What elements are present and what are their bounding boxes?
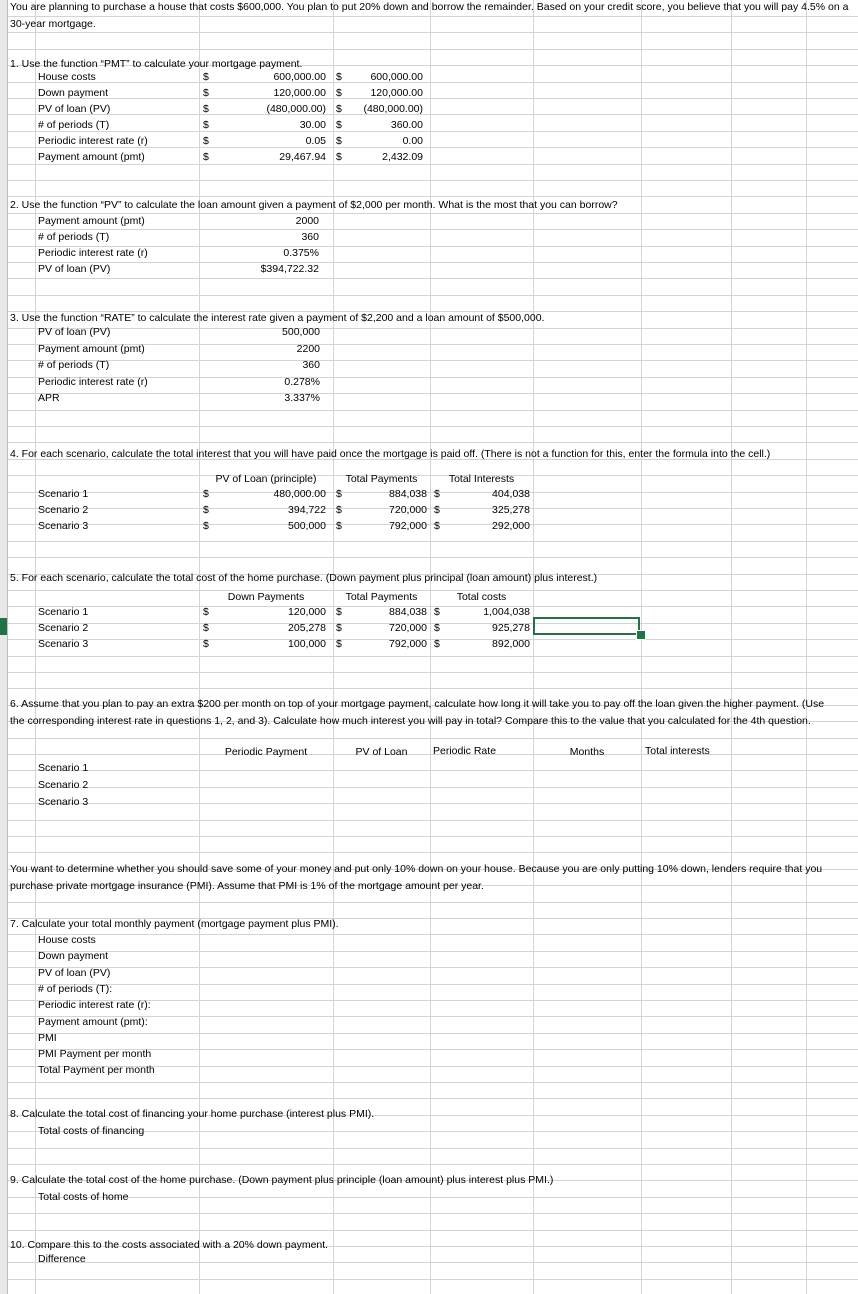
q1-dollar-2: $ — [336, 151, 342, 163]
q5-heading: 5. For each scenario, calculate the total cost of the home purchase. (Down payment plus principal (loan amount) plus interest.) — [10, 572, 598, 584]
grid-row-line — [0, 16, 858, 17]
grid-row-line — [0, 1213, 858, 1214]
q3-row-label: PV of loan (PV) — [38, 326, 111, 338]
q2-row-label: PV of loan (PV) — [38, 263, 111, 275]
q4-value-3: 325,278 — [492, 504, 530, 516]
q1-value-1: 30.00 — [299, 119, 326, 131]
selected-row-header[interactable] — [0, 618, 7, 635]
q6-header-total-interests: Total interests — [645, 745, 710, 757]
q6-header-periodic-rate: Periodic Rate — [433, 745, 497, 757]
q5-dollar-1: $ — [203, 606, 209, 618]
grid-row-line — [0, 196, 858, 197]
q3-row-label: APR — [38, 392, 60, 404]
pmi-line-2: purchase private mortgage insurance (PMI). Assume that PMI is 1% of the mortgage amount per year. — [10, 880, 484, 892]
q5-dollar-2: $ — [336, 606, 342, 618]
grid-row-line — [0, 1197, 858, 1198]
q4-header-principle: PV of Loan (principle) — [215, 473, 317, 485]
q1-row-label: PV of loan (PV) — [38, 103, 111, 115]
q5-value-2: 884,038 — [389, 606, 427, 618]
q3-row-label: # of periods (T) — [38, 359, 110, 371]
grid-row-line — [0, 934, 858, 935]
grid-col-line — [199, 0, 200, 1294]
grid-row-line — [0, 492, 858, 493]
grid-row-line — [0, 1230, 858, 1231]
q6-scenario-3: Scenario 3 — [38, 796, 89, 808]
grid-col-line — [35, 0, 36, 1294]
selected-cell[interactable] — [533, 617, 640, 635]
q3-heading: 3. Use the function “RATE” to calculate the interest rate given a payment of $2,200 and a loan amount of $500,000. — [10, 312, 545, 324]
q1-value-1: 0.05 — [305, 135, 326, 147]
q6-header-periodic-payment: Periodic Payment — [224, 746, 308, 758]
grid-row-line — [0, 951, 858, 952]
q1-dollar-2: $ — [336, 135, 342, 147]
grid-col-line — [333, 0, 334, 1294]
q4-dollar-3: $ — [434, 488, 440, 500]
q7-row-label: Down payment — [38, 950, 109, 963]
q1-value-2: 2,432.09 — [382, 151, 423, 163]
q5-dollar-3: $ — [434, 622, 440, 634]
q5-dollar-2: $ — [336, 622, 342, 634]
q2-row-value: 0.375% — [283, 247, 319, 259]
q5-row-label: Scenario 1 — [38, 606, 89, 618]
grid-row-line — [0, 360, 858, 361]
q4-row-label: Scenario 2 — [38, 504, 89, 516]
q4-header-total-payments: Total Payments — [345, 473, 418, 485]
grid-row-line — [0, 426, 858, 427]
q4-dollar-1: $ — [203, 488, 209, 500]
q6-scenario-2: Scenario 2 — [38, 779, 89, 791]
grid-row-line — [0, 1098, 858, 1099]
q4-row-label: Scenario 1 — [38, 488, 89, 500]
grid-row-line — [0, 623, 858, 624]
q7-heading: 7. Calculate your total monthly payment (mortgage payment plus PMI). — [10, 918, 339, 930]
q2-row-label: Periodic interest rate (r) — [38, 247, 148, 259]
grid-row-line — [0, 180, 858, 181]
q2-heading: 2. Use the function “PV” to calculate the loan amount given a payment of $2,000 per month. What is the most that you can borrow? — [10, 199, 618, 211]
grid-row-line — [0, 393, 858, 394]
q8-heading: 8. Calculate the total cost of financing your home purchase (interest plus PMI). — [10, 1108, 375, 1120]
grid-row-line — [0, 295, 858, 296]
row-header-strip[interactable] — [0, 0, 8, 1294]
q1-value-2: 120,000.00 — [370, 87, 423, 99]
q6-line-2: the corresponding interest rate in questions 1, 2, and 3). Calculate how much interest you will pay in total? Compare this to the value that you calculated for the 4th question. — [10, 715, 811, 727]
q1-value-2: (480,000.00) — [363, 103, 423, 115]
q5-header-down-payments: Down Payments — [227, 591, 305, 603]
grid-row-line — [0, 262, 858, 263]
q1-dollar-1: $ — [203, 71, 209, 83]
grid-col-line — [533, 0, 534, 1294]
q4-heading: 4. For each scenario, calculate the total interest that you will have paid once the mortgage is paid off. (There is not a function for this, enter the formula into the cell.) — [10, 448, 771, 460]
q3-row-value: 500,000 — [282, 326, 320, 338]
q1-row-label: Down payment — [38, 87, 109, 99]
grid-row-line — [0, 557, 858, 558]
q5-row-label: Scenario 2 — [38, 622, 89, 634]
q1-dollar-2: $ — [336, 71, 342, 83]
q1-row-label: # of periods (T) — [38, 119, 110, 131]
q3-row-value: 360 — [302, 359, 320, 371]
q5-value-3: 892,000 — [492, 638, 530, 650]
q5-row-label: Scenario 3 — [38, 638, 89, 650]
grid-row-line — [0, 1279, 858, 1280]
q2-row-value: 360 — [301, 231, 319, 243]
grid-row-line — [0, 278, 858, 279]
q4-header-total-interests: Total Interests — [448, 473, 515, 485]
q7-row-label: PMI — [38, 1031, 57, 1044]
q6-line-1: 6. Assume that you plan to pay an extra $200 per month on top of your mortgage payment, calculate how long it will take you to pay off the loan given the higher payment. (Use — [10, 698, 825, 710]
grid-row-line — [0, 1262, 858, 1263]
q1-heading: 1. Use the function “PMT” to calculate your mortgage payment. — [10, 58, 303, 70]
grid-row-line — [0, 541, 858, 542]
q4-value-3: 404,038 — [492, 488, 530, 500]
q5-dollar-1: $ — [203, 638, 209, 650]
q1-value-1: 29,467.94 — [279, 151, 326, 163]
q1-dollar-1: $ — [203, 119, 209, 131]
q9-row: Total costs of home — [38, 1191, 129, 1203]
grid-row-line — [0, 1082, 858, 1083]
grid-row-line — [0, 229, 858, 230]
grid-row-line — [0, 688, 858, 689]
pmi-line-1: You want to determine whether you should save some of your money and put only 10% down on your house. Because you are only putting 10% down, lenders require that you — [10, 863, 823, 875]
q1-dollar-1: $ — [203, 135, 209, 147]
q4-value-2: 792,000 — [389, 520, 427, 532]
grid-row-line — [0, 852, 858, 853]
q4-value-2: 720,000 — [389, 504, 427, 516]
q4-row-label: Scenario 3 — [38, 520, 89, 532]
q1-value-2: 360.00 — [390, 119, 423, 131]
q10-heading: 10. Compare this to the costs associated with a 20% down payment. — [10, 1239, 329, 1251]
q3-row-label: Payment amount (pmt) — [38, 342, 145, 355]
q1-dollar-1: $ — [203, 87, 209, 99]
q1-row-label: Payment amount (pmt) — [38, 151, 145, 163]
q1-dollar-2: $ — [336, 119, 342, 131]
grid-row-line — [0, 164, 858, 165]
grid-row-line — [0, 98, 858, 99]
grid-row-line — [0, 114, 858, 115]
grid-row-line — [0, 82, 858, 83]
q2-row-value: $394,722.32 — [260, 263, 319, 275]
q3-row-value: 3.337% — [284, 392, 320, 404]
q4-dollar-3: $ — [434, 520, 440, 532]
q4-dollar-1: $ — [203, 504, 209, 516]
q7-row-label: PV of loan (PV) — [38, 966, 111, 979]
q1-row-label: Periodic interest rate (r) — [38, 135, 148, 147]
q5-value-3: 1,004,038 — [483, 606, 530, 618]
q5-value-1: 205,278 — [288, 622, 326, 634]
grid-row-line — [0, 524, 858, 525]
q4-dollar-2: $ — [336, 520, 342, 532]
intro-line-1: You are planning to purchase a house that costs $600,000. You plan to put 20% down and borrow the remainder. Based on your credit score, you believe that you will pay 4.5% on a — [10, 1, 849, 13]
q7-row-label: PMI Payment per month — [38, 1048, 152, 1061]
q2-row-label: Payment amount (pmt) — [38, 215, 145, 227]
q5-value-1: 100,000 — [288, 638, 326, 650]
q5-value-2: 720,000 — [389, 622, 427, 634]
q4-value-1: 480,000.00 — [273, 488, 326, 500]
q5-header-total-payments: Total Payments — [345, 591, 418, 603]
q4-dollar-1: $ — [203, 520, 209, 532]
grid-row-line — [0, 656, 858, 657]
grid-row-line — [0, 49, 858, 50]
grid-row-line — [0, 738, 858, 739]
q3-row-label: Periodic interest rate (r) — [38, 375, 148, 388]
q5-header-total-costs: Total costs — [456, 591, 507, 603]
grid-row-line — [0, 836, 858, 837]
q1-value-1: 600,000.00 — [273, 71, 326, 83]
grid-row-line — [0, 1148, 858, 1149]
q6-scenario-1: Scenario 1 — [38, 762, 89, 774]
q4-dollar-2: $ — [336, 488, 342, 500]
grid-row-line — [0, 639, 858, 640]
q5-value-3: 925,278 — [492, 622, 530, 634]
grid-col-line — [641, 0, 642, 1294]
q6-header-months: Months — [569, 746, 605, 758]
q7-row-label: Payment amount (pmt): — [38, 1015, 148, 1028]
grid-row-line — [0, 672, 858, 673]
q1-value-1: 120,000.00 — [273, 87, 326, 99]
q6-header-pv-of-loan: PV of Loan — [355, 746, 408, 758]
grid-row-line — [0, 131, 858, 132]
grid-row-line — [0, 787, 858, 788]
q9-heading: 9. Calculate the total cost of the home purchase. (Down payment plus principle (loan amount) plus interest plus PMI.) — [10, 1174, 554, 1186]
q2-row-label: # of periods (T) — [38, 231, 110, 243]
grid-row-line — [0, 820, 858, 821]
grid-col-line — [731, 0, 732, 1294]
q1-dollar-1: $ — [203, 103, 209, 115]
q7-row-label: Total Payment per month — [38, 1064, 155, 1077]
q5-dollar-1: $ — [203, 622, 209, 634]
q4-value-3: 292,000 — [492, 520, 530, 532]
q8-row: Total costs of financing — [38, 1125, 145, 1137]
grid-row-line — [0, 1164, 858, 1165]
q5-dollar-2: $ — [336, 638, 342, 650]
grid-row-line — [0, 508, 858, 509]
q1-dollar-1: $ — [203, 151, 209, 163]
q4-value-2: 884,038 — [389, 488, 427, 500]
q5-value-1: 120,000 — [288, 606, 326, 618]
grid-row-line — [0, 984, 858, 985]
q4-value-1: 500,000 — [288, 520, 326, 532]
grid-row-line — [0, 967, 858, 968]
grid-col-line — [806, 0, 807, 1294]
fill-handle[interactable] — [636, 630, 646, 640]
grid-row-line — [0, 803, 858, 804]
grid-row-line — [0, 442, 858, 443]
grid-row-line — [0, 1033, 858, 1034]
q1-value-1: (480,000.00) — [266, 103, 326, 115]
q2-row-value: 2000 — [295, 215, 319, 227]
grid-row-line — [0, 410, 858, 411]
grid-row-line — [0, 770, 858, 771]
grid-row-line — [0, 606, 858, 607]
q7-row-label: House costs — [38, 934, 96, 946]
grid-col-line — [430, 0, 431, 1294]
q10-row: Difference — [38, 1253, 86, 1265]
q1-dollar-2: $ — [336, 87, 342, 99]
q3-row-value: 2200 — [296, 342, 320, 355]
q7-row-label: # of periods (T): — [38, 982, 113, 995]
q4-dollar-3: $ — [434, 504, 440, 516]
grid-row-line — [0, 328, 858, 329]
q1-row-label: House costs — [38, 71, 96, 83]
q7-row-label: Periodic interest rate (r): — [38, 999, 151, 1012]
q5-dollar-3: $ — [434, 638, 440, 650]
q1-dollar-2: $ — [336, 103, 342, 115]
q5-value-2: 792,000 — [389, 638, 427, 650]
grid-row-line — [0, 902, 858, 903]
q4-value-1: 394,722 — [288, 504, 326, 516]
q4-dollar-2: $ — [336, 504, 342, 516]
intro-line-2: 30-year mortgage. — [10, 18, 96, 30]
q5-dollar-3: $ — [434, 606, 440, 618]
grid-row-line — [0, 32, 858, 33]
q3-row-value: 0.278% — [284, 375, 320, 388]
q1-value-2: 600,000.00 — [370, 71, 423, 83]
q1-value-2: 0.00 — [402, 135, 423, 147]
